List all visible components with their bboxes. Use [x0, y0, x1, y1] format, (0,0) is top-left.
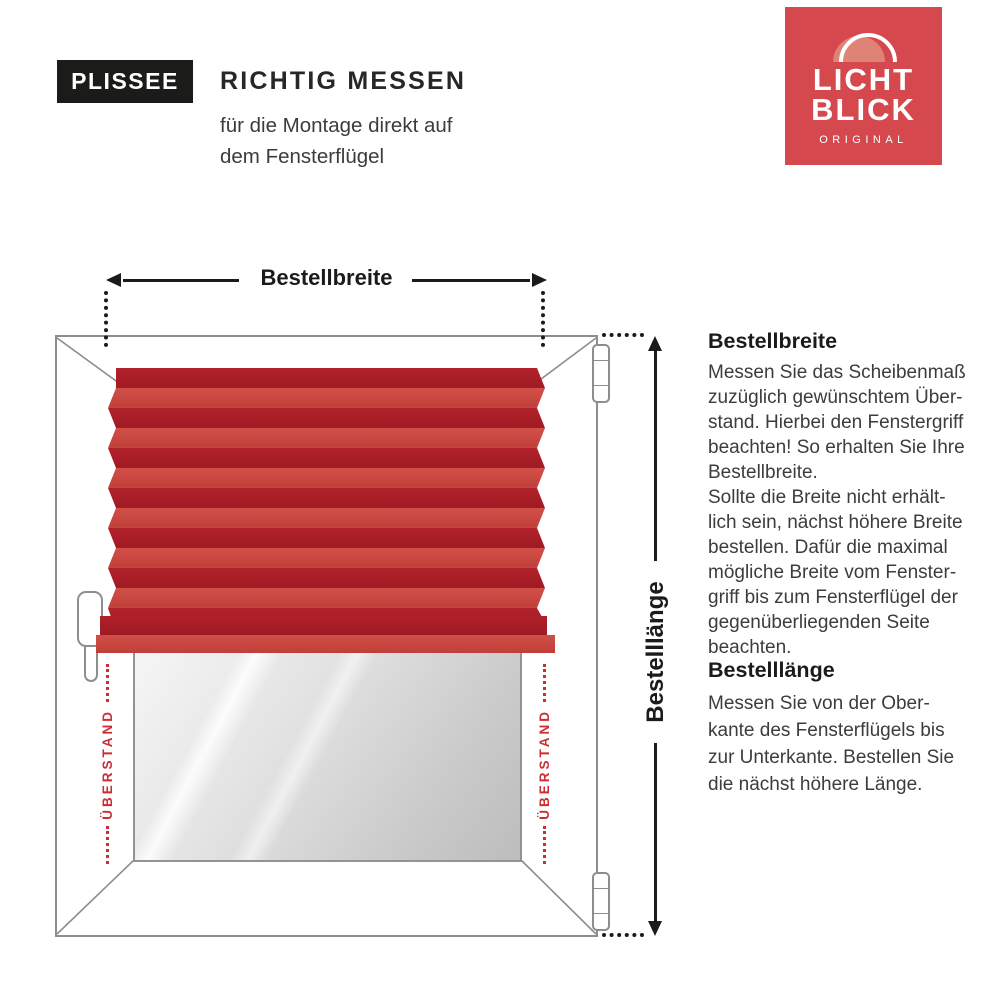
length-measure-line-upper	[654, 350, 657, 561]
logo-word-top: LICHT	[812, 62, 915, 97]
info-paragraph-length: Messen Sie von der Ober- kante des Fensterflügels bis zur Unterkante. Bestellen Sie die nächst höhere Länge.	[708, 693, 955, 795]
overhang-dotted-line	[543, 826, 546, 864]
overhang-dotted-line	[543, 664, 546, 702]
window-hinge-bottom	[592, 872, 610, 931]
arrowhead-left-icon	[106, 273, 121, 287]
overhang-marker-right	[531, 664, 557, 864]
blind-bottom-rail	[100, 616, 547, 637]
width-measure-line-left	[123, 279, 239, 282]
page-title: RICHTIG MESSEN	[220, 67, 467, 95]
arrowhead-up-icon	[648, 336, 662, 351]
length-measure-label: Bestelllänge	[642, 581, 669, 723]
info-heading-length: Bestelllänge	[708, 658, 835, 682]
width-extension-dotted-left	[104, 291, 108, 347]
info-paragraph-width: Messen Sie das Scheibenmaß zuzüglich gewünschtem Über- stand. Hierbei den Fenstergriff beachten! So erhalten Sie Ihre Bestellbreite. Sollte die Breite nicht erhält- lich sein, nächst höhere Breite bestellen. Dafür die maximal mögliche Breite vom Fenster- griff bis zum Fensterflügel der gegenüberliegenden Seite beachten.	[708, 362, 966, 658]
width-measure-line-right	[412, 279, 530, 282]
logo-tagline: ORIGINAL	[819, 134, 908, 146]
blind-bottom-rail-lip	[96, 635, 555, 653]
length-extension-dotted-top	[602, 333, 644, 337]
overhang-label: ÜBERSTAND	[536, 708, 552, 820]
arrowhead-right-icon	[532, 273, 547, 287]
hinge-segment-line	[594, 888, 608, 889]
hinge-segment-line	[594, 360, 608, 361]
width-measure-label: Bestellbreite	[260, 265, 393, 290]
overhang-dotted-line	[106, 826, 109, 864]
logo-word-bottom: BLICK	[811, 92, 916, 127]
arrowhead-down-icon	[648, 921, 662, 936]
width-extension-dotted-right	[541, 291, 545, 347]
overhang-dotted-line	[106, 664, 109, 702]
page-subtitle: für die Montage direkt auf dem Fensterflügel	[220, 114, 453, 168]
info-heading-width: Bestellbreite	[708, 329, 838, 353]
hinge-segment-line	[594, 385, 608, 386]
window-hinge-top	[592, 344, 610, 403]
hinge-segment-line	[594, 913, 608, 914]
length-measure-line-lower	[654, 743, 657, 922]
pleated-blind	[108, 368, 545, 617]
length-extension-dotted-bottom	[602, 933, 644, 937]
product-badge: PLISSEE	[57, 60, 193, 103]
overhang-marker-left	[94, 664, 120, 864]
overhang-label: ÜBERSTAND	[99, 708, 115, 820]
